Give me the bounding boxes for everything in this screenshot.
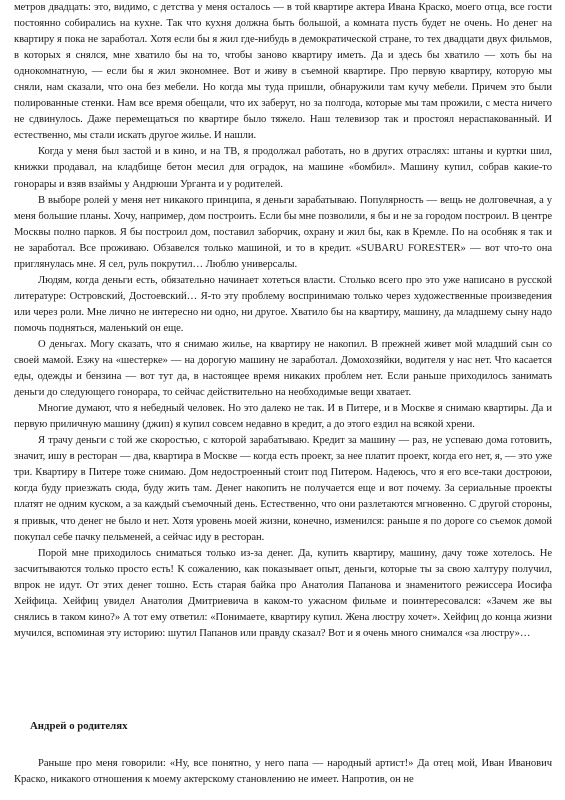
paragraph-6: Многие думают, что я небедный человек. Но это далеко не так. И в Питере, и в Москве я снимаю квартиры. Да и первую приличную машину (джип) я купил совсем недавно в кредит, а до этого ездил на всякой хрени. xyxy=(14,403,552,431)
paragraph-3: В выборе ролей у меня нет никакого принципа, я деньги зарабатываю. Популярность — вещь не долговечная, а у меня большие планы. Хочу, например, дом построить. Если бы мне позволили, я бы и не за городом построил. В центре Москвы полно парков. Я бы построил дом, поставил заборчик, охрану и жил бы, как в Кремле. По на особняк я так и не заработал. Все проживаю. Обзавелся только машиной, и то в кредит. «SUBARU FORESTER» — вот что-то она приглянулась мне. Я сел, руль покрутил… Люблю универсалы. xyxy=(14,194,552,270)
paragraph-4: Людям, когда деньги есть, обязательно начинает хотеться власти. Столько всего про это уже написано в русской литературе: Островский, Достоевский… Я-то эту проблему воспринимаю только через художественные произведения или через роли. Мне лично не интересно ни одно, ни другое. Хватило бы на квартиру, машину, да младшему сыну надо помочь подняться, маленький он еще. xyxy=(14,274,552,334)
paragraph-5: О деньгах. Могу сказать, что я снимаю жилье, на квартиру не накопил. В прежней живет мой младший сын со своей мамой. Езжу на «шестерке» — на дорогую машину не заработал. Домохозяйки, водителя у нас нет. Что касается еды, одежды и бензина — вот тут да, в настоящее время никаких проблем нет. Если раньше приходилось занимать деньги до следующего гонорара, то сейчас действительно на необходимые вещи хватает. xyxy=(14,338,552,399)
section-heading: Андрей о родителях xyxy=(30,719,128,732)
paragraph-7: Я трачу деньги с той же скоростью, с которой зарабатываю. Кредит за машину — раз, не успеваю дома готовить, значит, ишу в ресторан — два, квартира в Москве — когда есть проект, за нее платит проект, когда его нет, я, — это уже три. Квартиру в Питере тоже снимаю. Дом недостроенный стоит под Питером. Надеюсь, что я его все-таки достроюи, когда буду приезжать сюда, буду жить там. Денег накопить не получается еще и вот почему. За сериальные проекты платят не одним куском, а за каждый съемочный день. Естественно, что они разлетаются мгновенно. С другой стороны, я привык, что денег не было и нет. Хотя уровень моей жизни, конечно, изменился: раньше я по дороге со съемок домой покупал себе пачку пельменей, а сейчас иду в ресторан. xyxy=(14,435,552,543)
document-page xyxy=(14,0,552,788)
final-paragraph: Раньше про меня говорили: «Ну, все понятно, у него папа — народный артист!» Да отец мой, Иван Иванович Краско, никакого отношения к моему актерскому становлению не имеет. Напротив, он не xyxy=(14,757,552,785)
paragraph-8: Порой мне приходилось сниматься только из-за денег. Да, купить квартиру, машину, дачу тоже хотелось. Не засчитываются только просто есть! К сожалению, как показывает опыт, деньги, которые ты за свою халтуру получил, впрок не идут. От этих денег тошно. Есть старая байка про Анатолия Папанова и знаменитого режиссера Иосифа Хейфица. Хейфиц увидел Анатолия Дмитриевича в каком-то ужасном фильме и поинтересовался: «Зачем же вы снялись в таком кино?» А тот ему ответил: «Понимаете, квартиру купил. Жена люстру хочет». Хейфиц до конца жизни мучился, вспоминая эту историю: шутил Папанов или правду сказал? Вот и я очень много снимался «за люстру»… xyxy=(14,547,552,639)
section-gap xyxy=(14,642,552,718)
paragraph-2: Когда у меня был застой и в кино, и на ТВ, я продолжал работать, но в других отраслях: штаны и куртки шил, книжки продавал, на кладбище бетон месил для оградок, на машине «бомбил». Машину купил, собрав какие-то гонорары и взяв взаймы у Андрюши Урганта и у родителей. xyxy=(14,146,552,190)
paragraph-1: метров двадцать: это, видимо, с детства у меня осталось — в той квартире актера Ивана Краско, моего отца, все гости постоянно собирались на кухне. Так что кухня должна быть большой, а комната пусть будет не очень. Но денег на квартиру я пока не заработал. Хотя если бы я жил где-нибудь в демократической стране, то тех двадцати двух фильмов, в которых я снялся, мне хватило бы на то, чтобы заново квартиру иметь. Да и здесь бы хватило — хоть бы на однокомнатную, — если бы я жил экономнее. Вот и живу в съемной квартире. Про первую квартиру, которую мы сняли, нам сказали, что она без мебели. Но когда мы туда пришли, обнаружили там кучу мебели. Причем это были полированные стенки. Нам все время обещали, что их заберут, но за полгода, которые мы там прожили, с места ничего не сдвинулось. Даже перемещаться по квартире было тяжело. Наш телевизор так и простоял нераспакованный. И естественно, мы стали искать другое жилье. И нашли. xyxy=(14,2,552,142)
